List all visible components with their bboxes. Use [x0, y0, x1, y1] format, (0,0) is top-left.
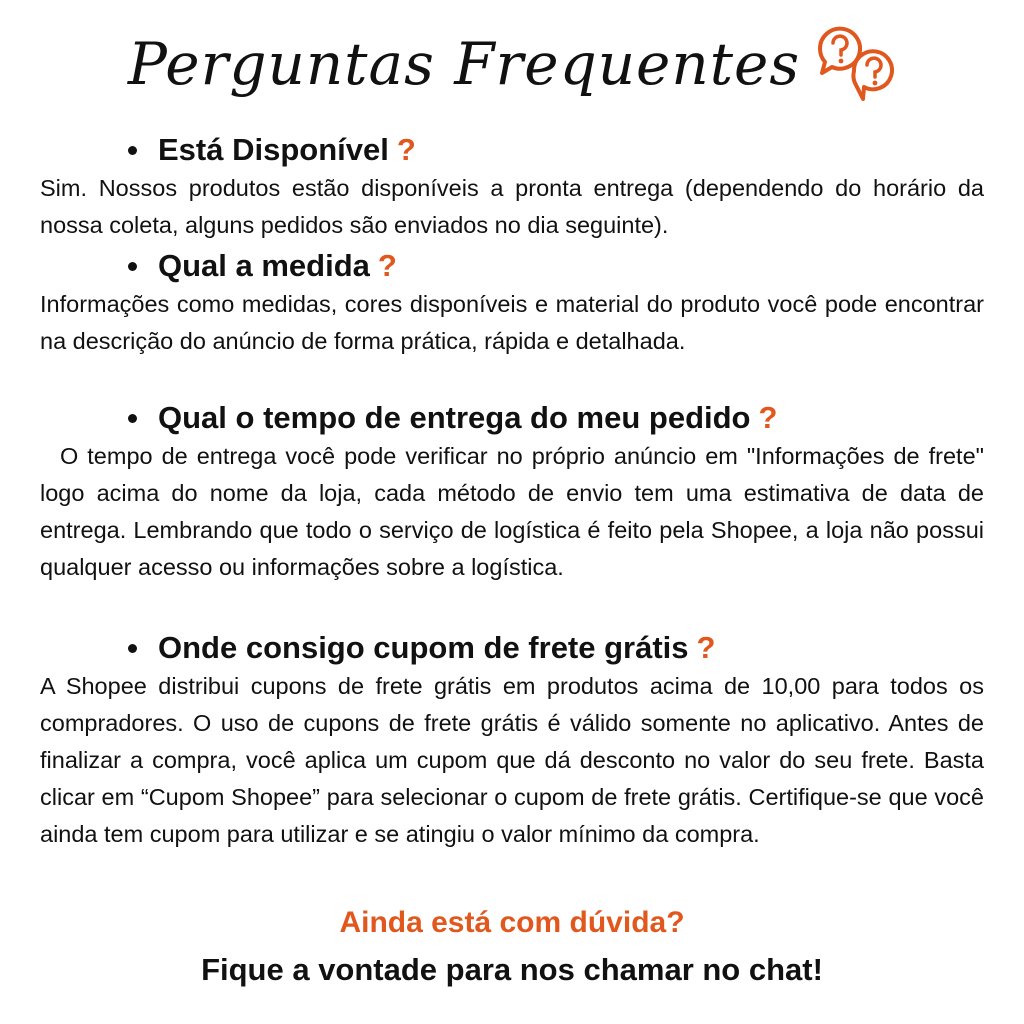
- question-mark: ?: [377, 248, 397, 283]
- faq-answer: A Shopee distribui cupons de frete grátis em produtos acima de 10,00 para todos os compradores. O uso de cupons de frete grátis é válido somente no aplicativo. Antes de finalizar a compra, você aplica um cupom que dá desconto no valor do seu frete. Basta clicar em “Cupom Shopee” para selecionar o cupom de frete grátis. Certifique-se que você ainda tem cupom para utilizar e se atingiu o valor mínimo da compra.: [40, 673, 984, 847]
- faq-item: [40, 130, 984, 244]
- bullet-icon: [128, 644, 137, 653]
- question-mark: ?: [758, 400, 778, 435]
- faq-question: [128, 628, 984, 668]
- faq-question: [128, 398, 984, 438]
- faq-answer: Sim. Nossos produtos estão disponíveis a pronta entrega (dependendo do horário da nossa coleta, alguns pedidos são enviados no dia seguinte).: [40, 175, 984, 238]
- header: [0, 14, 1024, 114]
- faq-item: [40, 398, 984, 586]
- question-text: Qual a medida: [158, 248, 370, 283]
- footer-question: Ainda está com dúvida?: [339, 906, 685, 939]
- question-mark: ?: [396, 132, 416, 167]
- question-text: Qual o tempo de entrega do meu pedido: [158, 400, 751, 435]
- question-text: Está Disponível: [158, 132, 389, 167]
- question-speech-bubbles-icon: [814, 23, 896, 105]
- question-mark: ?: [696, 630, 716, 665]
- page-title: Perguntas Frequentes: [127, 30, 801, 98]
- question-text: Onde consigo cupom de frete grátis: [158, 630, 689, 665]
- faq-item: [40, 628, 984, 853]
- faq-item: [40, 246, 984, 360]
- bullet-icon: [128, 262, 137, 271]
- faq-answer: Informações como medidas, cores disponíveis e material do produto você pode encontrar na descrição do anúncio de forma prática, rápida e detalhada.: [40, 291, 984, 354]
- faq-answer: O tempo de entrega você pode verificar no próprio anúncio em "Informações de frete" logo acima do nome da loja, cada método de envio tem uma estimativa de data de entrega. Lembrando que todo o serviço de logística é feito pela Shopee, a loja não possui qualquer acesso ou informações sobre a logística.: [40, 443, 984, 580]
- bullet-icon: [128, 146, 137, 155]
- footer-chat-invite: Fique a vontade para nos chamar no chat!: [201, 952, 823, 987]
- bullet-icon: [128, 414, 137, 423]
- faq-question: [128, 130, 984, 170]
- faq-question: [128, 246, 984, 286]
